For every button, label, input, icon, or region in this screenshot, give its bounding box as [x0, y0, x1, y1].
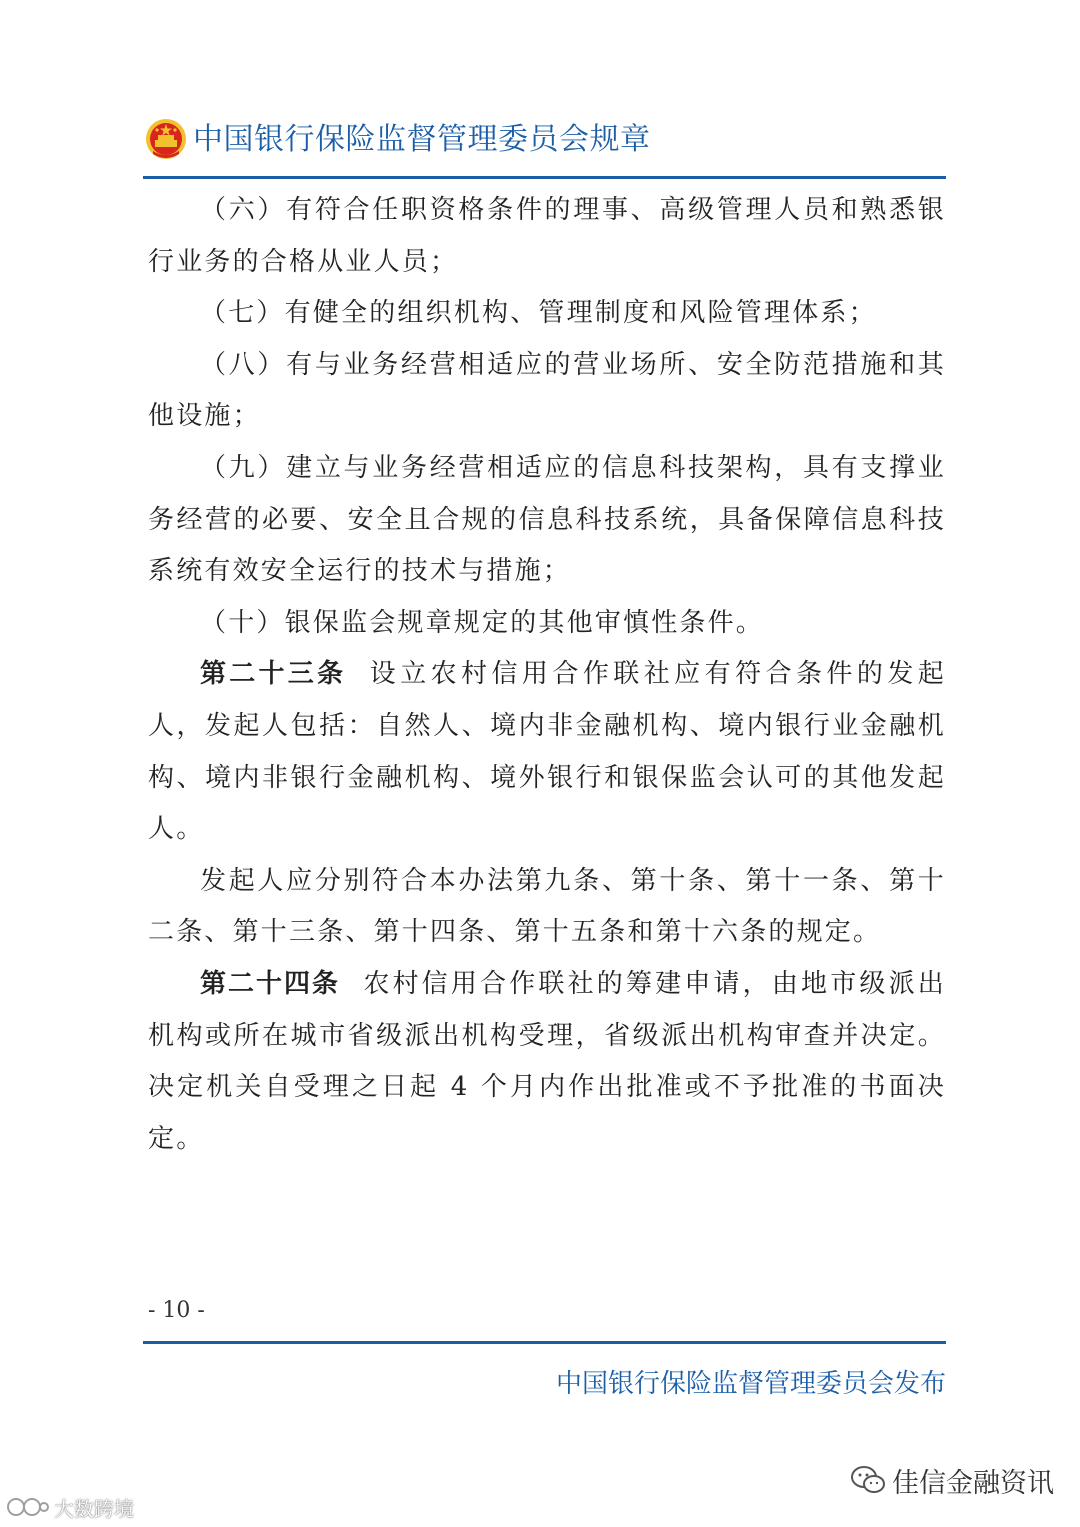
paragraph-text: （七）有健全的组织机构、管理制度和风险管理体系； [200, 298, 877, 329]
paragraph-text: 农村信用合作联社的筹建申请，由地市级派出机构或所在城市省级派出机构受理，省级派出机构审查并决定。决定机关自受理之日起 4 个月内作出批准或不予批准的书面决定。 [148, 968, 946, 1154]
watermark-logo-icon [6, 1495, 50, 1519]
watermark-right [850, 1460, 1054, 1500]
paragraph-text: （九）建立与业务经营相适应的信息科技架构，具有支撑业务经营的必要、安全且合规的信息科技系统，具备保障信息科技系统有效安全运行的技术与措施； [148, 452, 946, 587]
clause-10 [148, 598, 946, 650]
footer-divider [143, 1341, 946, 1344]
national-emblem-icon [145, 118, 187, 160]
watermark-left [6, 1492, 134, 1522]
watermark-right-text: 佳信金融资讯 [892, 1467, 1054, 1499]
article-24 [148, 959, 946, 1165]
article-23 [148, 649, 946, 855]
page-number: - 10 - [148, 1298, 205, 1323]
clause-7 [148, 288, 946, 340]
page-header [143, 116, 946, 182]
article-title: 第二十三条 [200, 659, 347, 690]
header-divider [143, 176, 946, 179]
clause-8 [148, 340, 946, 443]
paragraph-text: （十）银保监会规章规定的其他审慎性条件。 [200, 607, 765, 638]
clause-6 [148, 185, 946, 288]
wechat-icon [850, 1465, 886, 1495]
paragraph-text: 设立农村信用合作联社应有符合条件的发起人，发起人包括：自然人、境内非金融机构、境内银行业金融机构、境内非银行金融机构、境外银行和银保监会认可的其他发起人。 [148, 659, 946, 845]
paragraph-text: 发起人应分别符合本办法第九条、第十条、第十一条、第十二条、第十三条、第十四条、第十五条和第十六条的规定。 [148, 865, 946, 948]
paragraph-text: （八）有与业务经营相适应的营业场所、安全防范措施和其他设施； [148, 349, 946, 432]
header-title: 中国银行保险监督管理委员会规章 [193, 122, 651, 157]
paragraph-text: （六）有符合任职资格条件的理事、高级管理人员和熟悉银行业务的合格从业人员； [148, 195, 946, 277]
clause-9 [148, 443, 946, 598]
article-23-paragraph-2 [148, 856, 946, 959]
footer-publisher: 中国银行保险监督管理委员会发布 [555, 1369, 946, 1399]
watermark-left-text: 大数跨境 [54, 1496, 134, 1521]
document-body [148, 185, 946, 1165]
article-title: 第二十四条 [200, 968, 340, 999]
